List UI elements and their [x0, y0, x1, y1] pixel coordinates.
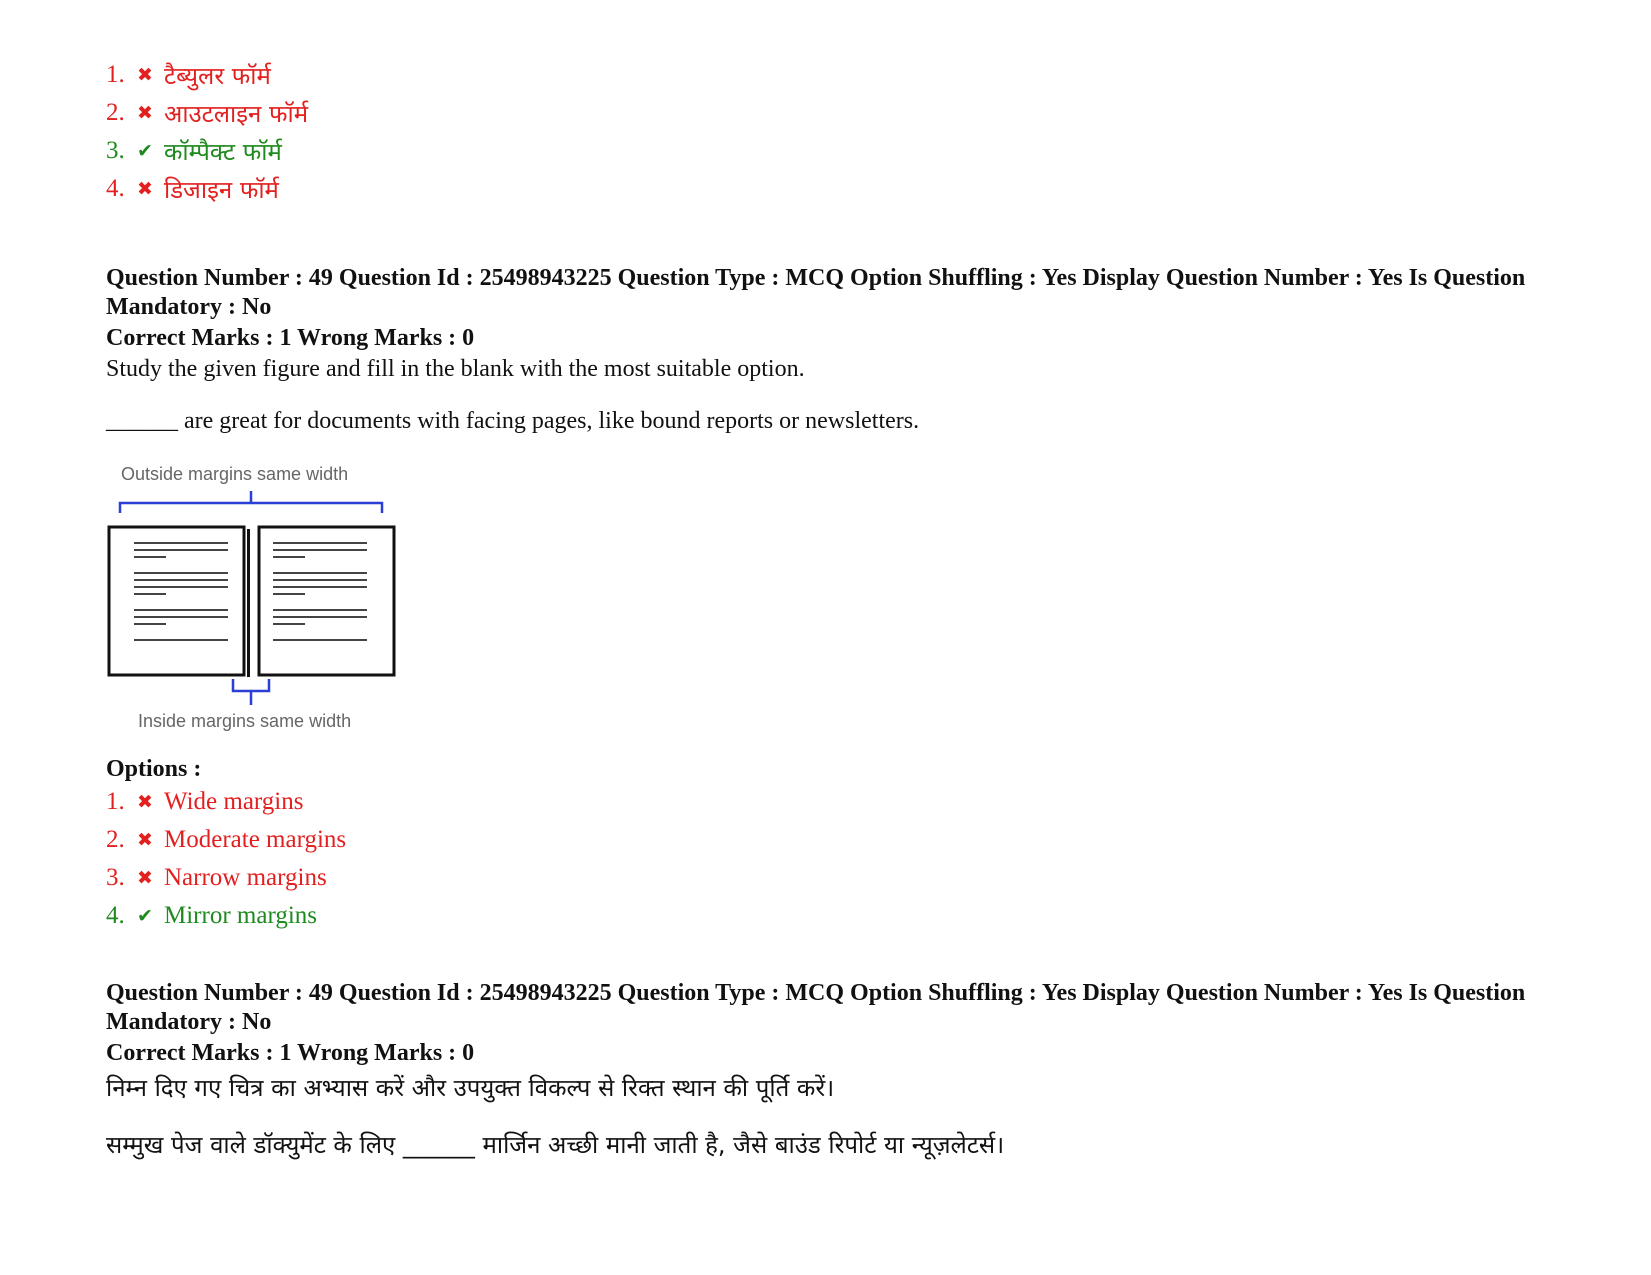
marks-line: Correct Marks : 1 Wrong Marks : 0	[106, 325, 475, 351]
option-number: 3.	[106, 864, 125, 891]
options-list	[106, 783, 1566, 935]
cross-icon: ✖	[137, 64, 153, 86]
option-number: 3.	[106, 137, 125, 164]
option-number: 4.	[106, 175, 125, 202]
mirror-margins-diagram	[106, 455, 396, 745]
option-number: 1.	[106, 788, 125, 815]
options-label: Options :	[106, 756, 202, 782]
question-paper	[106, 56, 1566, 1161]
question-header: Question Number : 49 Question Id : 25498943225 Question Type : MCQ Option Shuffling : Yes Display Question Number : Yes Is Question Mandatory : No	[106, 265, 1526, 320]
previous-options-list	[106, 56, 1566, 208]
question-hindi	[106, 979, 1566, 1161]
marks-line: Correct Marks : 1 Wrong Marks : 0	[106, 1040, 475, 1066]
option-text: Mirror margins	[164, 902, 317, 929]
question-text: सम्मुख पेज वाले डॉक्युमेंट के लिए ______ मार्जिन अच्छी मानी जाती है, जैसे बाउंड रिपोर्ट या न्यूज़लेटर्स।	[106, 1131, 1005, 1159]
option-text: Narrow margins	[164, 864, 327, 891]
figure-bottom-label: Inside margins same width	[138, 711, 352, 731]
option-number: 1.	[106, 61, 125, 88]
option-text: आउटलाइन फॉर्म	[164, 99, 309, 128]
outside-margin-bracket	[120, 491, 382, 513]
cross-icon: ✖	[137, 102, 153, 124]
prev-option-4	[106, 170, 1566, 208]
option-3	[106, 859, 1566, 897]
figure-top-label: Outside margins same width	[121, 464, 349, 484]
prev-option-1	[106, 56, 1566, 94]
option-4	[106, 897, 1566, 935]
option-number: 2.	[106, 826, 125, 853]
question-english	[106, 264, 1566, 935]
check-icon: ✔	[137, 905, 153, 927]
prev-option-3	[106, 132, 1566, 170]
prev-option-2	[106, 94, 1566, 132]
option-text: डिजाइन फॉर्म	[164, 175, 279, 204]
option-1	[106, 783, 1566, 821]
option-text: Moderate margins	[164, 826, 347, 853]
cross-icon: ✖	[137, 791, 153, 813]
cross-icon: ✖	[137, 867, 153, 889]
option-number: 4.	[106, 902, 125, 929]
question-text: ______ are great for documents with facing pages, like bound reports or newsletters.	[106, 408, 920, 434]
question-instruction: Study the given figure and fill in the blank with the most suitable option.	[106, 356, 805, 382]
question-header: Question Number : 49 Question Id : 25498943225 Question Type : MCQ Option Shuffling : Yes Display Question Number : Yes Is Question Mandatory : No	[106, 980, 1526, 1035]
check-icon: ✔	[137, 140, 153, 162]
option-text: Wide margins	[164, 788, 304, 815]
inside-margin-bracket	[233, 679, 269, 705]
option-text: कॉम्पैक्ट फॉर्म	[164, 137, 282, 166]
option-number: 2.	[106, 99, 125, 126]
cross-icon: ✖	[137, 829, 153, 851]
margins-figure	[106, 455, 1566, 750]
option-2	[106, 821, 1566, 859]
option-text: टैब्युलर फॉर्म	[164, 61, 271, 90]
cross-icon: ✖	[137, 178, 153, 200]
question-instruction: निम्न दिए गए चित्र का अभ्यास करें और उपयुक्त विकल्प से रिक्त स्थान की पूर्ति करें।	[106, 1074, 835, 1102]
